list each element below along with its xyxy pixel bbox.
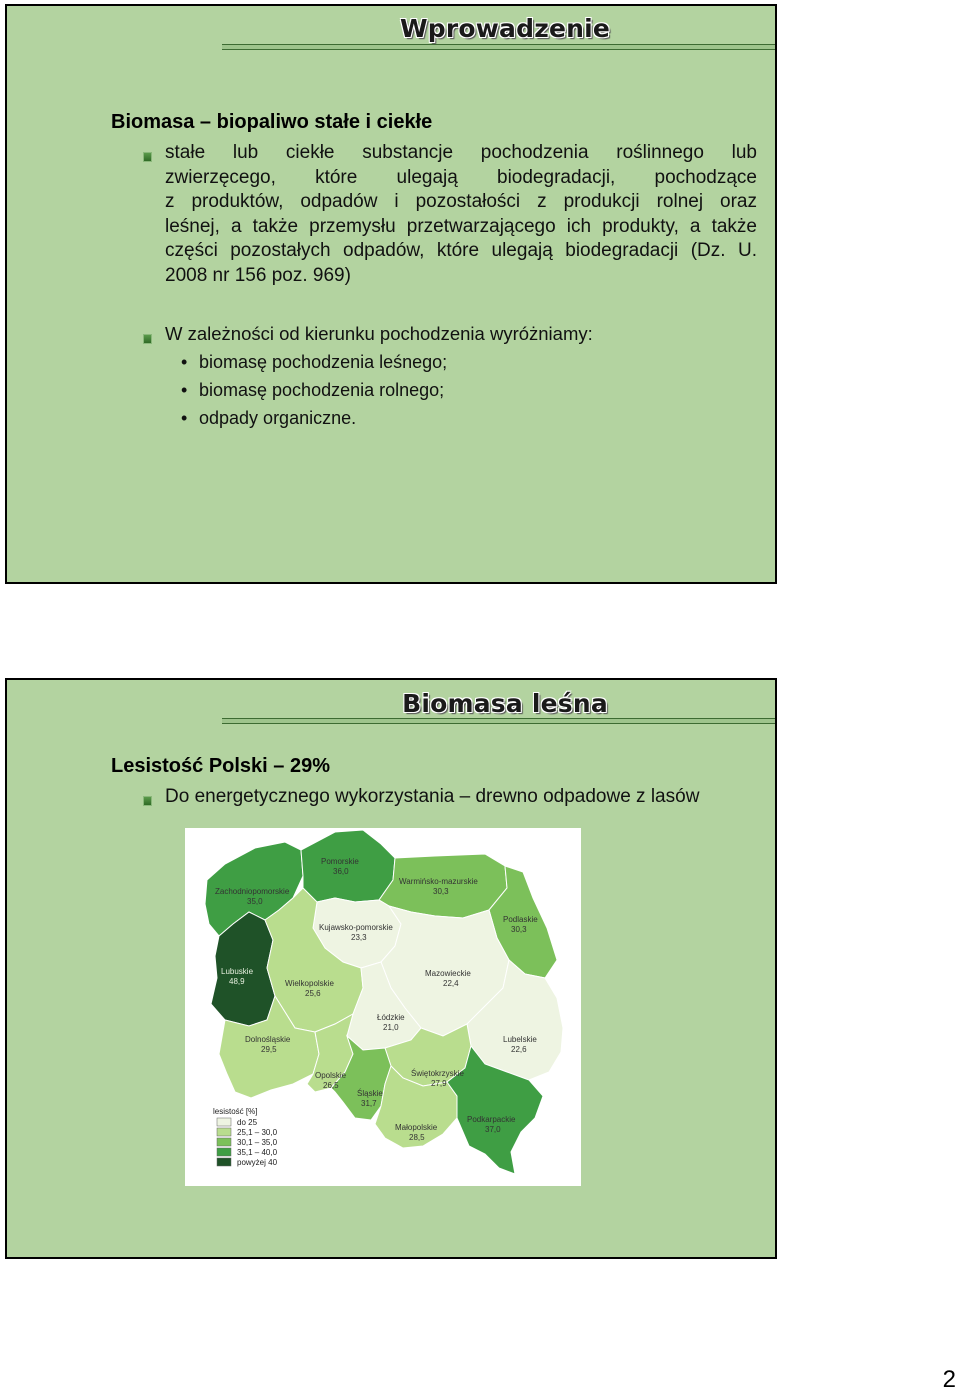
forest-cover-map: [185, 828, 581, 1186]
region-label: Lubuskie: [221, 967, 254, 976]
region-label: Podkarpackie: [467, 1115, 516, 1124]
slide-forest-biomass: [5, 678, 777, 1259]
dot-bullet-icon: •: [181, 352, 188, 372]
region-label: Wielkopolskie: [285, 979, 334, 988]
title-underline: [222, 718, 775, 724]
region-value: 37,0: [485, 1125, 501, 1134]
list-intro: W zależności od kierunku pochodzenia wyróżniamy:: [165, 323, 593, 344]
page-number: 2: [942, 1366, 956, 1393]
region-pomorskie: [301, 830, 395, 902]
region-label: Warmińsko-mazurskie: [399, 877, 478, 886]
region-label: Małopolskie: [395, 1123, 438, 1132]
region-value: 27,9: [431, 1079, 447, 1088]
square-bullet-icon: [143, 796, 152, 806]
square-bullet-icon: [143, 334, 152, 344]
region-value: 48,9: [229, 977, 245, 986]
dot-bullet-icon: •: [181, 408, 188, 428]
list-item-text: biomasę pochodzenia rolnego;: [199, 380, 445, 400]
region-label: Łódzkie: [377, 1013, 405, 1022]
list-item-text: odpady organiczne.: [199, 408, 357, 428]
definition-line: zwierzęcego, które ulegają biodegradacji, pochodzące: [165, 166, 757, 188]
region-label: Podlaskie: [503, 915, 538, 924]
region-label: Świętokrzyskie: [411, 1069, 464, 1078]
section-heading: Lesistość Polski – 29%: [111, 755, 331, 777]
bullet-text: Do energetycznego wykorzystania – drewno odpadowe z lasów: [165, 786, 700, 807]
map-legend: [213, 1107, 278, 1167]
title-underline: [222, 44, 775, 50]
definition-line: leśnej, a także przemysłu przetwarzającego ich produkty, a także: [165, 215, 757, 237]
region-value: 28,5: [409, 1133, 425, 1142]
region-value: 21,0: [383, 1023, 399, 1032]
region-value: 29,5: [261, 1045, 277, 1054]
region-label: Śląskie: [357, 1089, 383, 1098]
region-value: 22,4: [443, 979, 459, 988]
region-value: 31,7: [361, 1099, 377, 1108]
legend-swatch: [217, 1158, 231, 1166]
slide-title: Wprowadzenie: [399, 14, 611, 43]
legend-label: 35,1 – 40,0: [237, 1148, 278, 1157]
legend-swatch: [217, 1128, 231, 1136]
list-item: [181, 380, 444, 401]
definition-line: 2008 nr 156 poz. 969): [165, 264, 351, 286]
list-item-text: biomasę pochodzenia leśnego;: [199, 352, 448, 372]
definition-line: z produktów, odpadów i pozostałości z produkcji rolnej oraz: [165, 191, 757, 212]
region-label: Pomorskie: [321, 857, 359, 866]
poland-map-svg: [185, 828, 581, 1186]
dot-bullet-icon: •: [181, 380, 188, 400]
square-bullet-icon: [143, 152, 152, 162]
legend-label: do 25: [237, 1118, 258, 1127]
region-value: 30,3: [511, 925, 527, 934]
region-value: 36,0: [333, 867, 349, 876]
region-label: Dolnośląskie: [245, 1035, 291, 1044]
list-item: [181, 408, 356, 429]
region-label: Zachodniopomorskie: [215, 887, 290, 896]
slide-title: Biomasa leśna: [402, 689, 608, 718]
definition-line: stałe lub ciekłe substancje pochodzenia roślinnego lub: [165, 142, 757, 163]
definition-line: części pozostałych odpadów, które ulegają biodegradacji (Dz. U.: [165, 240, 757, 261]
region-label: Kujawsko-pomorskie: [319, 923, 393, 932]
section-heading: Biomasa – biopaliwo stałe i ciekłe: [111, 111, 433, 133]
region-label: Opolskie: [315, 1071, 347, 1080]
region-value: 30,3: [433, 887, 449, 896]
legend-label: 25,1 – 30,0: [237, 1128, 278, 1137]
region-value: 35,0: [247, 897, 263, 906]
slide-introduction: [5, 4, 777, 584]
region-value: 23,3: [351, 933, 367, 942]
legend-swatch: [217, 1148, 231, 1156]
legend-label: powyżej 40: [237, 1158, 278, 1167]
legend-label: 30,1 – 35,0: [237, 1138, 278, 1147]
legend-swatch: [217, 1118, 231, 1126]
region-label: Mazowieckie: [425, 969, 471, 978]
region-value: 25,6: [305, 989, 321, 998]
legend-swatch: [217, 1138, 231, 1146]
legend-title: lesistość [%]: [213, 1107, 258, 1116]
region-value: 22,6: [511, 1045, 527, 1054]
region-value: 26,5: [323, 1081, 339, 1090]
region-label: Lubelskie: [503, 1035, 537, 1044]
list-item: [181, 352, 447, 373]
definition-paragraph: [165, 141, 757, 288]
